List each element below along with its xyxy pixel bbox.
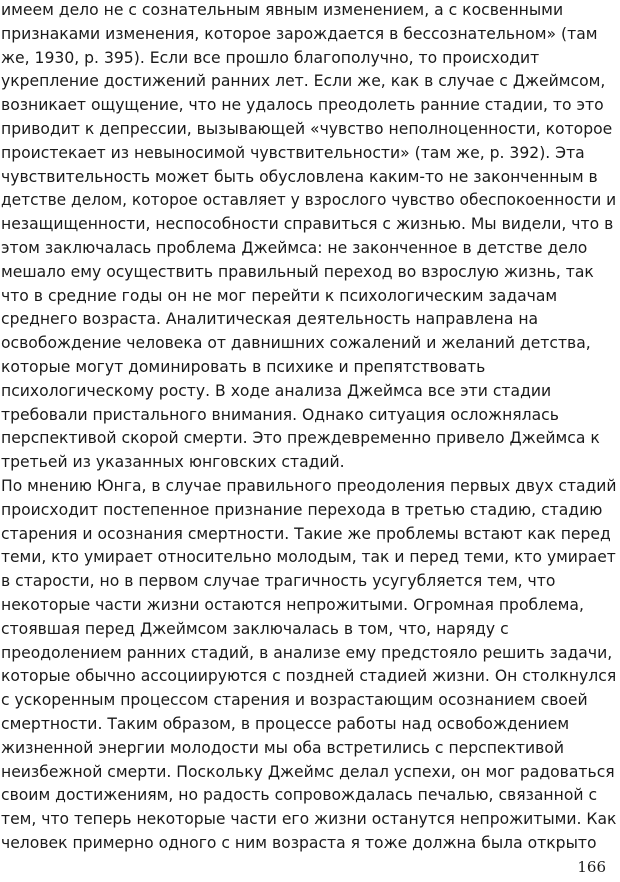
text-line: что в средние годы он не мог перейти к психологическим задачам — [1, 286, 558, 305]
text-line: психологическому росту. В ходе анализа Джеймса все эти стадии — [1, 381, 552, 400]
text-line: признаками изменения, которое зарождается в бессознательном» (там — [1, 24, 598, 43]
text-line: смертности. Таким образом, в процессе работы над освобождением — [1, 715, 570, 733]
text-line: имеем дело не с сознательным явным изменением, а с косвенными — [1, 1, 564, 19]
page-number: 166 — [577, 858, 606, 876]
text-line: чувствительность может быть обусловлена каким-то не законченным в — [1, 167, 598, 186]
text-line: стоявшая перед Джеймсом заключалась в том, что, наряду с — [1, 619, 509, 638]
text-line: укрепление достижений ранних лет. Если же, как в случае с Джеймсом, — [1, 72, 606, 91]
text-line: освобождение человека от давнишних сожалений и желаний детства, — [1, 334, 591, 353]
text-line: тем, что теперь некоторые части его жизни останутся непрожитыми. Как — [1, 810, 617, 829]
text-line: преодолением ранних стадий, в анализе ему предстояло решить задачи, — [1, 643, 613, 662]
text-line: с ускоренным процессом старения и возрастающим осознанием своей — [1, 691, 588, 710]
text-line: в старости, но в первом случае трагичность усугубляется тем, что — [1, 572, 556, 591]
text-line: же, 1930, р. 395). Если все прошло благополучно, то происходит — [1, 48, 540, 67]
text-line: приводит к депрессии, вызывающей «чувство неполноценности, которое — [1, 120, 613, 138]
text-line: По мнению Юнга, в случае правильного преодоления первых двух стадий — [1, 477, 617, 495]
text-line: мешало ему осуществить правильный переход во взрослую жизнь, так — [1, 262, 594, 281]
text-line: жизненной энергии молодости мы оба встретились с перспективой — [1, 738, 564, 757]
text-line: детстве делом, которое оставляет у взрослого чувство обеспокоенности и — [1, 191, 617, 210]
text-line: человек примерно одного с ним возраста я тоже должна была открыто — [1, 834, 597, 852]
text-line: которые могут доминировать в психике и препятствовать — [1, 358, 486, 376]
text-line: происходит постепенное признание перехода в третью стадию, стадию — [1, 500, 603, 519]
text-line: которые обычно ассоциируются с поздней стадией жизни. Он столкнулся — [1, 667, 617, 686]
text-line: старения и осознания смертности. Такие же проблемы встают как перед — [1, 524, 611, 543]
text-line: возникает ощущение, что не удалось преодолеть ранние стадии, то это — [1, 96, 604, 115]
text-line: некоторые части жизни остаются непрожитыми. Огромная проблема, — [1, 596, 584, 614]
text-line: этом заключалась проблема Джеймса: не законченное в детстве дело — [1, 239, 588, 257]
text-line: требовали пристального внимания. Однако ситуация осложнялась — [1, 405, 559, 424]
text-line: незащищенности, неспособности справиться с жизнью. Мы видели, что в — [1, 215, 614, 234]
text-line: перспективой скорой смерти. Это преждевременно привело Джеймса к — [1, 429, 600, 448]
text-line: третьей из указанных юнговских стадий. — [1, 453, 345, 472]
text-line: своим достижениям, но радость сопровождалась печалью, связанной с — [1, 786, 598, 805]
text-line: проистекает из невыносимой чувствительности» (там же, р. 392). Эта — [1, 143, 585, 162]
text-line: неизбежной смерти. Поскольку Джеймс делал успехи, он мог радоваться — [1, 762, 615, 781]
text-line: среднего возраста. Аналитическая деятельность направлена на — [1, 310, 539, 329]
text-line: теми, кто умирает относительно молодым, так и перед теми, кто умирает — [1, 548, 616, 567]
